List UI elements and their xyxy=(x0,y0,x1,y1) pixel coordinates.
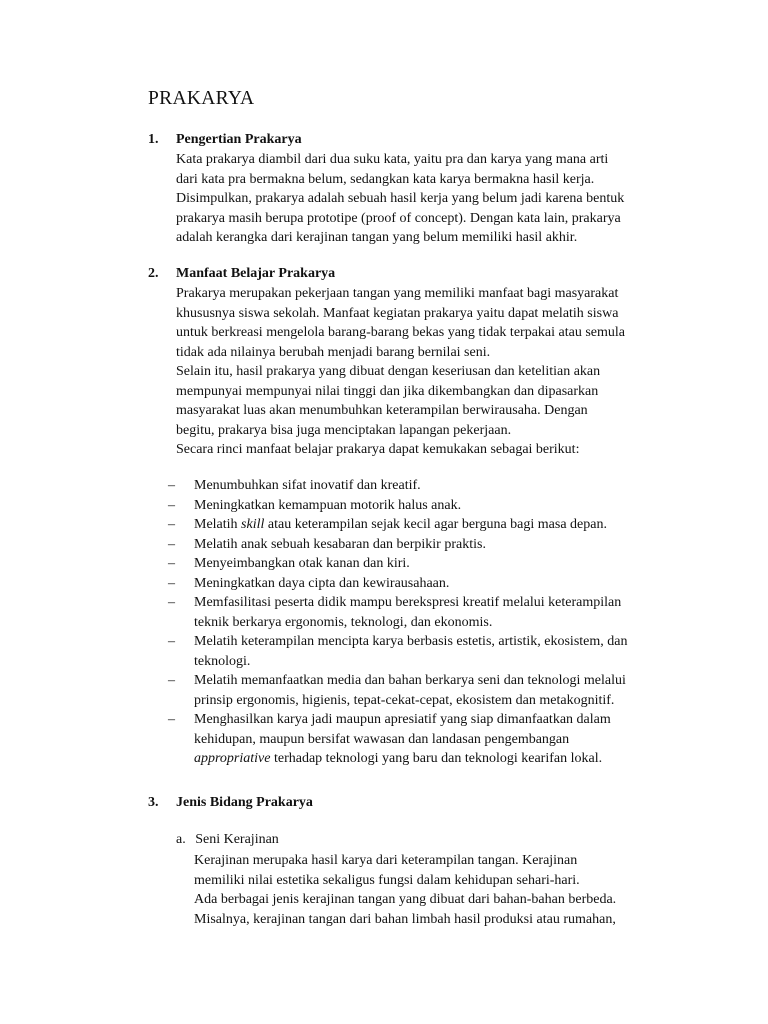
section-1-number: 1. xyxy=(148,132,159,147)
list-item-text: teknologi. xyxy=(194,653,251,669)
text-line: memiliki nilai estetika sekaligus fungsi dalam kehidupan sehari-hari. xyxy=(194,872,580,888)
list-item-text: Menumbuhkan sifat inovatif dan kreatif. xyxy=(194,478,421,493)
text-line: Secara rinci manfaat belajar prakarya dapat kemukakan sebagai berikut: xyxy=(176,442,580,457)
text-line: Ada berbagai jenis kerajinan tangan yang dibuat dari bahan-bahan berbeda. xyxy=(194,892,617,907)
text-line: Selain itu, hasil prakarya yang dibuat dengan keseriusan dan ketelitian akan xyxy=(176,364,601,379)
section-3-number: 3. xyxy=(148,795,159,810)
text-line: untuk berkreasi mengelola barang-barang bekas yang tidak terpakai atau semula xyxy=(176,325,625,340)
dash-marker: – xyxy=(168,517,175,532)
subsection-a xyxy=(176,830,279,850)
section-2-paragraph xyxy=(176,284,676,460)
list-item xyxy=(168,574,688,594)
list-item-text: Melatih anak sebuah kesabaran dan berpikir praktis. xyxy=(194,536,486,552)
list-item-text: prinsip ergonomis, higienis, tepat-cekat-cepat, ekosistem dan metakognitif. xyxy=(194,692,615,708)
text-line: khususnya siswa sekolah. Manfaat kegiatan prakarya yaitu dapat melatih siswa xyxy=(176,305,619,321)
text-line: Misalnya, kerajinan tangan dari bahan limbah hasil produksi atau rumahan, xyxy=(194,911,616,927)
list-item xyxy=(168,535,688,555)
subsection-marker: a. xyxy=(176,832,186,847)
text-line: Kata prakarya diambil dari dua suku kata, yaitu pra dan karya yang mana arti xyxy=(176,152,609,167)
subsection-a-paragraph xyxy=(194,851,616,929)
list-item-text: Memfasilitasi peserta didik mampu berekspresi kreatif melalui keterampilan xyxy=(194,595,622,610)
list-item xyxy=(168,671,688,710)
dash-marker: – xyxy=(168,712,175,727)
list-item-text: kehidupan, maupun bersifat wawasan dan landasan pengembangan xyxy=(194,731,570,747)
document-title: PRAKARYA xyxy=(148,88,255,109)
dash-marker: – xyxy=(168,595,175,610)
text-line: Kerajinan merupaka hasil karya dari keterampilan tangan. Kerajinan xyxy=(194,853,578,868)
list-item-text: Melatih keterampilan mencipta karya berbasis estetis, artistik, ekosistem, dan xyxy=(194,634,628,649)
list-item-text: Meningkatkan kemampuan motorik halus anak. xyxy=(194,497,462,513)
italic-term: skill xyxy=(241,517,265,532)
text-run: terhadap teknologi yang baru dan teknologi kearifan lokal. xyxy=(270,751,603,766)
section-1-paragraph xyxy=(176,150,676,248)
benefits-list xyxy=(168,476,688,769)
dash-marker: – xyxy=(168,634,175,649)
dash-marker: – xyxy=(168,575,175,591)
subsection-title: Seni Kerajinan xyxy=(195,832,279,847)
list-item-text: Meningkatkan daya cipta dan kewirausahaan. xyxy=(194,575,450,591)
list-item xyxy=(168,632,688,671)
section-1-heading: Pengertian Prakarya xyxy=(176,132,302,147)
italic-term: appropriative xyxy=(194,751,271,766)
list-item xyxy=(168,496,688,516)
text-run: Melatih xyxy=(194,517,242,532)
text-line: masyarakat luas akan menumbuhkan keterampilan berwirausaha. Dengan xyxy=(176,403,588,418)
list-item-text xyxy=(194,749,688,769)
section-2-heading: Manfaat Belajar Prakarya xyxy=(176,266,336,281)
text-line: dari kata pra bermakna belum, sedangkan kata karya bermakna hasil kerja. xyxy=(176,171,595,187)
section-3-heading: Jenis Bidang Prakarya xyxy=(176,795,313,810)
dash-marker: – xyxy=(168,478,175,493)
list-item-text: Menghasilkan karya jadi maupun apresiatif yang siap dimanfaatkan dalam xyxy=(194,712,611,727)
list-item xyxy=(168,554,688,574)
list-item-text xyxy=(194,515,688,535)
list-item xyxy=(168,593,688,632)
list-item xyxy=(168,710,688,769)
text-line: tidak ada nilainya berubah menjadi barang bernilai seni. xyxy=(176,344,491,360)
text-line: mempunyai mempunyai nilai tinggi dan jika dikembangkan dan dipasarkan xyxy=(176,383,599,399)
section-2-number: 2. xyxy=(148,266,159,281)
dash-marker: – xyxy=(168,536,175,552)
list-item-text: Melatih memanfaatkan media dan bahan berkarya seni dan teknologi melalui xyxy=(194,673,626,688)
text-line: prakarya masih berupa prototipe (proof of concept). Dengan kata lain, prakarya xyxy=(176,210,621,226)
text-line: adalah kerangka dari kerajinan tangan yang belum memiliki hasil akhir. xyxy=(176,230,578,245)
dash-marker: – xyxy=(168,497,175,513)
text-line: begitu, prakarya bisa juga menciptakan lapangan pekerjaan. xyxy=(176,422,512,438)
list-item xyxy=(168,476,688,496)
dash-marker: – xyxy=(168,673,175,688)
text-run: atau keterampilan sejak kecil agar berguna bagi masa depan. xyxy=(264,517,607,532)
list-item xyxy=(168,515,688,535)
list-item-text: teknik berkarya ergonomis, teknologi, dan ekonomis. xyxy=(194,614,493,630)
text-line: Prakarya merupakan pekerjaan tangan yang memiliki manfaat bagi masyarakat xyxy=(176,286,619,301)
dash-marker: – xyxy=(168,556,175,571)
list-item-text: Menyeimbangkan otak kanan dan kiri. xyxy=(194,556,410,571)
text-line: Disimpulkan, prakarya adalah sebuah hasil kerja yang belum jadi karena bentuk xyxy=(176,191,625,206)
